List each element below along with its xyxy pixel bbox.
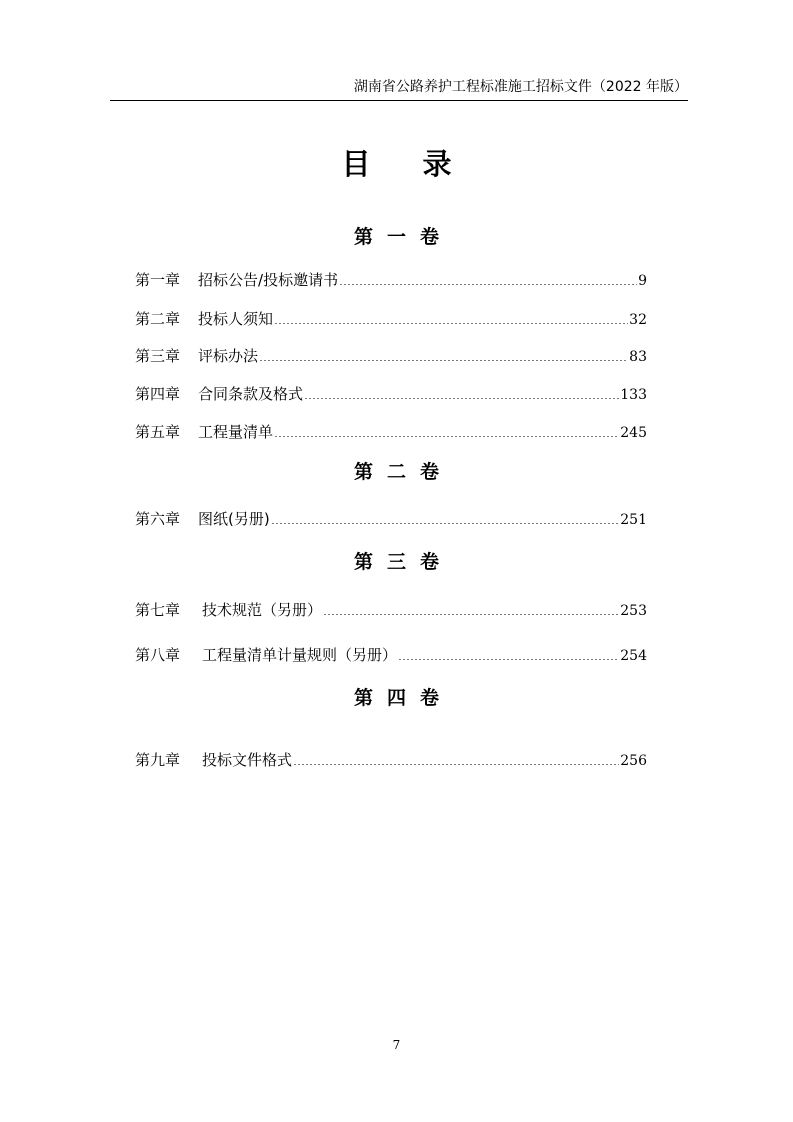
toc-page-number: 32 <box>629 312 647 328</box>
toc-page-number: 133 <box>620 387 647 403</box>
header-rule <box>110 100 688 101</box>
volume-heading-4: 第四卷 <box>353 687 453 709</box>
toc-chapter-title: 合同条款及格式 <box>198 385 304 403</box>
toc-entry[interactable] <box>135 507 647 531</box>
toc-chapter-title: 投标人须知 <box>198 310 274 328</box>
toc-page-number: 245 <box>620 425 647 441</box>
running-header: 湖南省公路养护工程标准施工招标文件（2022 年版） <box>353 79 688 95</box>
toc-chapter-title: 招标公告/投标邀请书 <box>198 271 339 289</box>
volume-heading-3: 第三卷 <box>353 551 453 573</box>
dot-leader <box>398 659 619 660</box>
toc-entry[interactable] <box>135 307 647 331</box>
toc-chapter-title: 工程量清单 <box>198 423 274 441</box>
toc-entry[interactable] <box>135 344 647 368</box>
dot-leader <box>293 764 619 765</box>
dot-leader <box>304 398 619 399</box>
toc-chapter-title: 图纸(另册) <box>198 510 270 528</box>
volume-heading-1: 第一卷 <box>353 226 453 248</box>
toc-chapter-title: 评标办法 <box>198 347 259 365</box>
toc-page-number: 83 <box>629 349 647 365</box>
toc-chapter-title: 工程量清单计量规则（另册） <box>202 646 398 664</box>
toc-entry[interactable] <box>135 382 647 406</box>
toc-page-number: 256 <box>620 753 647 769</box>
dot-leader <box>323 614 619 615</box>
toc-chapter-number: 第二章 <box>135 310 181 328</box>
toc-entry[interactable] <box>135 748 647 772</box>
toc-page-number: 254 <box>620 648 647 664</box>
toc-page-number: 9 <box>638 273 647 289</box>
toc-entry[interactable] <box>135 598 647 622</box>
page-title: 目录 <box>341 147 504 181</box>
dot-leader <box>271 523 620 524</box>
dot-leader <box>274 323 628 324</box>
toc-chapter-title: 技术规范（另册） <box>202 601 323 619</box>
toc-chapter-number: 第七章 <box>135 601 181 619</box>
toc-chapter-number: 第三章 <box>135 347 181 365</box>
toc-page-number: 253 <box>620 603 647 619</box>
toc-chapter-number: 第八章 <box>135 646 181 664</box>
toc-chapter-number: 第四章 <box>135 385 181 403</box>
dot-leader <box>274 436 619 437</box>
volume-heading-2: 第二卷 <box>353 461 453 483</box>
toc-chapter-number: 第五章 <box>135 423 181 441</box>
toc-chapter-number: 第一章 <box>135 271 181 289</box>
toc-entry[interactable] <box>135 268 647 292</box>
page-number: 7 <box>392 1038 401 1052</box>
toc-entry[interactable] <box>135 643 647 667</box>
toc-chapter-title: 投标文件格式 <box>202 751 293 769</box>
toc-page-number: 251 <box>620 512 647 528</box>
toc-chapter-number: 第六章 <box>135 510 181 528</box>
toc-chapter-number: 第九章 <box>135 751 181 769</box>
toc-entry[interactable] <box>135 420 647 444</box>
dot-leader <box>259 360 628 361</box>
dot-leader <box>339 284 637 285</box>
